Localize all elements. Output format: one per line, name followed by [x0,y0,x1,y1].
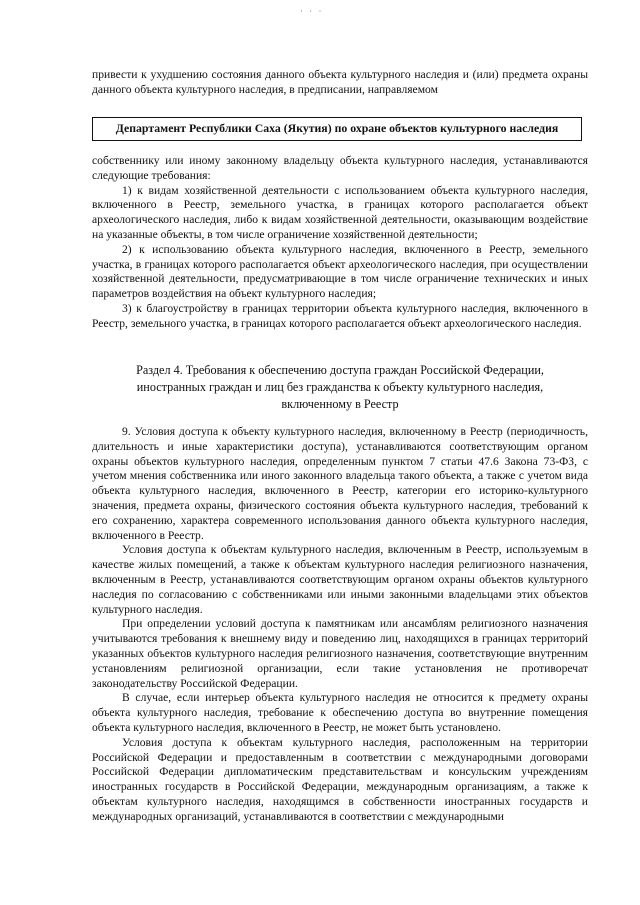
intro-fragment [92,68,588,98]
section-heading-line: включенному в Реестр [281,397,399,411]
paragraph: собственнику или иному законному владельцу объекта культурного наследия, устанавливаются следующие требования: [92,154,588,182]
intro-paragraph: привести к ухудшению состояния данного объекта культурного наследия и (или) предмета охраны данного объекта культурного наследия, в предписании, направляемом [92,68,588,96]
access-block [92,425,588,825]
paragraph: 2) к использованию объекта культурного наследия, включенного в Реестр, земельного участка, в границах которого располагается объект археологического наследия, при осуществлении хозяйственной деятельности, предусматривающие в том числе ограничение технических и иных параметров воздействия на объект культурного наследия; [92,242,588,301]
section-heading-line: Раздел 4. Требования к обеспечению доступа граждан Российской Федерации, [136,363,544,377]
section-heading-line: иностранных граждан и лиц без гражданства к объекту культурного наследия, [136,380,544,394]
paragraph: В случае, если интерьер объекта культурного наследия не относится к предмету охраны объекта культурного наследия, требование к обеспечению доступа во внутренние помещения объекта культурного наследия, включенного в Реестр, не может быть установлено. [92,691,588,734]
section-heading [92,362,588,413]
department-box: Департамент Республики Саха (Якутия) по охране объектов культурного наследия [92,117,582,141]
paragraph: Условия доступа к объектам культурного наследия, расположенным на территории Российской Федерации и предоставленным в соответствии с международными договорами Российской Федерации дипломатическим представительствам и консульским учреждениям иностранных государств в Российской Федерации, международным организациям, а также к объектам культурного наследия, находящимся в собственности иностранных государств и международных организаций, устанавливаются в соответствии с международными [92,735,588,823]
paragraph: При определении условий доступа к памятникам или ансамблям религиозного назначения учитываются требования к внешнему виду и поведению лиц, находящихся в границах территорий указанных объектов культурного наследия религиозного назначения, соответствующие внутренним установлениям религиозной организации, если такие установления не противоречат законодательству Российской Федерации. [92,617,588,690]
requirements-block [92,154,588,332]
scan-marks: · · · [300,6,324,16]
paragraph: 9. Условия доступа к объекту культурного наследия, включенному в Реестр (периодичность, длительность и иные характеристики доступа), устанавливаются соответствующим органом охраны объектов культурного наследия, определенным пунктом 7 статьи 47.6 Закона 73-ФЗ, с учетом мнения собственника или иного законного владельца такого объекта, а также с учетом вида объекта культурного наследия, включенного в Реестр, категории его историко-культурного значения, предмета охраны, физического состояния объекта культурного наследия, требований к его сохранению, характера современного использования данного объекта культурного наследия, включенного в Реестр. [92,425,588,542]
paragraph: Условия доступа к объектам культурного наследия, включенным в Реестр, используемым в качестве жилых помещений, а также к объектам культурного наследия религиозного назначения, включенным в Реестр, устанавливаются соответствующим органом охраны объектов культурного наследия по согласованию с собственниками или иными законными владельцами этих объектов культурного наследия. [92,543,588,616]
paragraph: 1) к видам хозяйственной деятельности с использованием объекта культурного наследия, включенного в Реестр, земельного участка, в границах которого располагается объект археологического наследия, либо к видам хозяйственной деятельности, оказывающим воздействие на указанные объекты, в том числе ограничение хозяйственной деятельности; [92,183,588,241]
paragraph: 3) к благоустройству в границах территории объекта культурного наследия, включенного в Реестр, земельного участка, в границах которого располагается объект археологического наследия. [92,301,588,330]
